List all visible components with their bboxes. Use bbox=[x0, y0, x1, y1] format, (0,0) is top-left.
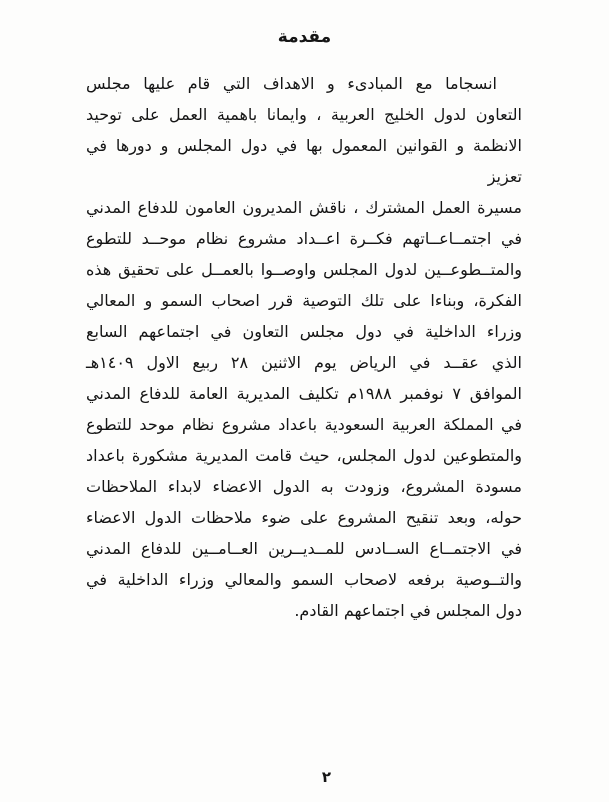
text-line: في المملكة العربية السعودية باعداد مشروع نظام موحد للتطوع bbox=[86, 415, 522, 434]
text-line: وزراء الداخلية في دول مجلس التعاون في اجتماعهم السابع bbox=[86, 322, 522, 341]
text-line: الموافق ٧ نوفمبر ١٩٨٨م تكليف المديرية العامة للدفاع المدني bbox=[86, 384, 522, 403]
page-number: ٢ bbox=[321, 768, 332, 786]
text-line: الانظمة و القوانين المعمول بها في دول المجلس و دورها في تعزيز bbox=[86, 136, 522, 186]
text-line: الذي عقــد في الرياض يوم الاثنين ٢٨ ربيع الاول ١٤٠٩هـ bbox=[86, 353, 522, 372]
text-line: في اجتمــاعــاتهم فكــرة اعــداد مشروع نظام موحــد للتطوع bbox=[86, 229, 522, 248]
text-line: في الاجتمــاع الســادس للمــديــرين العــامــين للدفاع المدني bbox=[86, 539, 522, 558]
text-line: التعاون لدول الخليج العربية ، وايمانا باهمية العمل على توحيد bbox=[86, 105, 522, 124]
text-line: والمتطوعين لدول المجلس، حيث قامت المديرية مشكورة باعداد bbox=[86, 446, 522, 465]
text-line: الفكرة، وبناءا على تلك التوصية قرر اصحاب السمو و المعالي bbox=[86, 291, 522, 310]
text-line: مسيرة العمل المشترك ، ناقش المديرون العامون للدفاع المدني bbox=[86, 198, 522, 217]
text-line: والمتــطوعــين لدول المجلس واوصــوا بالعمــل على تحقيق هذه bbox=[86, 260, 522, 279]
page-title: مقدمة bbox=[277, 27, 332, 47]
text-line: والتــوصية برفعه لاصحاب السمو والمعالي وزراء الداخلية في bbox=[86, 570, 522, 589]
paragraph bbox=[86, 68, 522, 626]
text-line: مسودة المشروع، وزودت به الدول الاعضاء لابداء الملاحظات bbox=[86, 477, 522, 496]
text-line: انسجاما مع المبادىء و الاهداف التي قام عليها مجلس bbox=[86, 74, 497, 93]
text-line: حوله، وبعد تنقيح المشروع على ضوء ملاحظات الدول الاعضاء bbox=[86, 508, 522, 527]
text-line: دول المجلس في اجتماعهم القادم. bbox=[294, 601, 522, 620]
